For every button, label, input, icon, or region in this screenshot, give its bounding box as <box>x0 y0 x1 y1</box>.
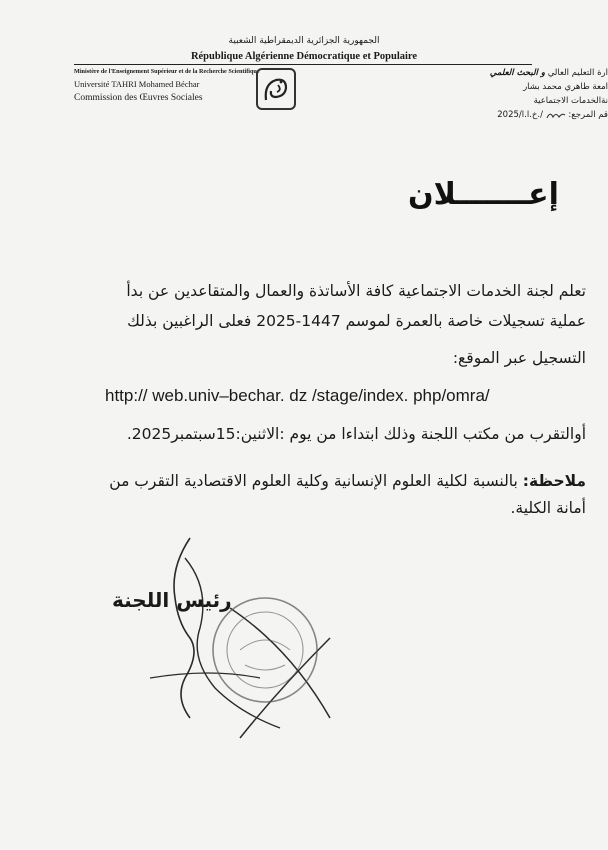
university-logo <box>256 68 296 110</box>
note-label: ملاحظة: <box>522 472 586 490</box>
official-stamp <box>205 590 325 710</box>
announcement-title-text: إعـــــــلان <box>408 177 559 212</box>
announcement-title <box>220 174 559 214</box>
ministry-arabic-italic: و البحث العلمي <box>489 68 545 78</box>
body-paragraph-1: تعلم لجنة الخدمات الاجتماعية كافة الأساتذة والعمال والمتقاعدين عن بدأ <box>126 282 586 300</box>
registration-url: http:// web.univ–bechar. dz /stage/index. php/omra/ <box>105 386 490 405</box>
reference-line <box>448 108 608 122</box>
reference-number: 2025/خ.ا.ا./ <box>497 110 543 120</box>
republic-french: République Algérienne Démocratique et Populaire <box>190 51 418 62</box>
note-line <box>26 472 586 490</box>
commission-french: Commission des Œuvres Sociales <box>74 93 203 103</box>
republic-arabic: الجمهورية الجزائرية الديمقراطية الشعبية <box>228 36 380 46</box>
ministry-arabic-plain: ارة التعليم العالي <box>545 68 608 78</box>
body-paragraph-office: أوالتقرب من مكتب اللجنة وذلك ابتداءا من يوم :الاثنين:15سبتمبر2025. <box>126 425 586 443</box>
ministry-french: Ministère de l'Enseignement Supérieur et de la Recherche Scientifique <box>74 68 260 75</box>
university-arabic: امعة طاهري محمد بشار <box>523 82 608 92</box>
reference-label: قم المرجع: <box>565 110 608 120</box>
header-divider <box>74 64 532 65</box>
body-registration-label: التسجيل عبر الموقع: <box>452 349 586 367</box>
body-paragraph-2: عملية تسجيلات خاصة بالعمرة لموسم 1447-2025 فعلى الراغبين بذلك <box>127 312 586 330</box>
university-french: Université TAHRI Mohamed Béchar <box>74 79 200 89</box>
signature-title: رئيس اللجنة <box>112 588 232 612</box>
commission-arabic: نةالخدمات الاجتماعية <box>533 96 608 106</box>
reference-handwriting <box>546 110 566 120</box>
note-text: بالنسبة لكلية العلوم الإنسانية وكلية العلوم الاقتصادية التقرب من <box>109 472 523 490</box>
letterhead-arabic <box>448 66 608 122</box>
note-continuation: أمانة الكلية. <box>510 499 586 517</box>
ministry-arabic <box>448 66 608 80</box>
